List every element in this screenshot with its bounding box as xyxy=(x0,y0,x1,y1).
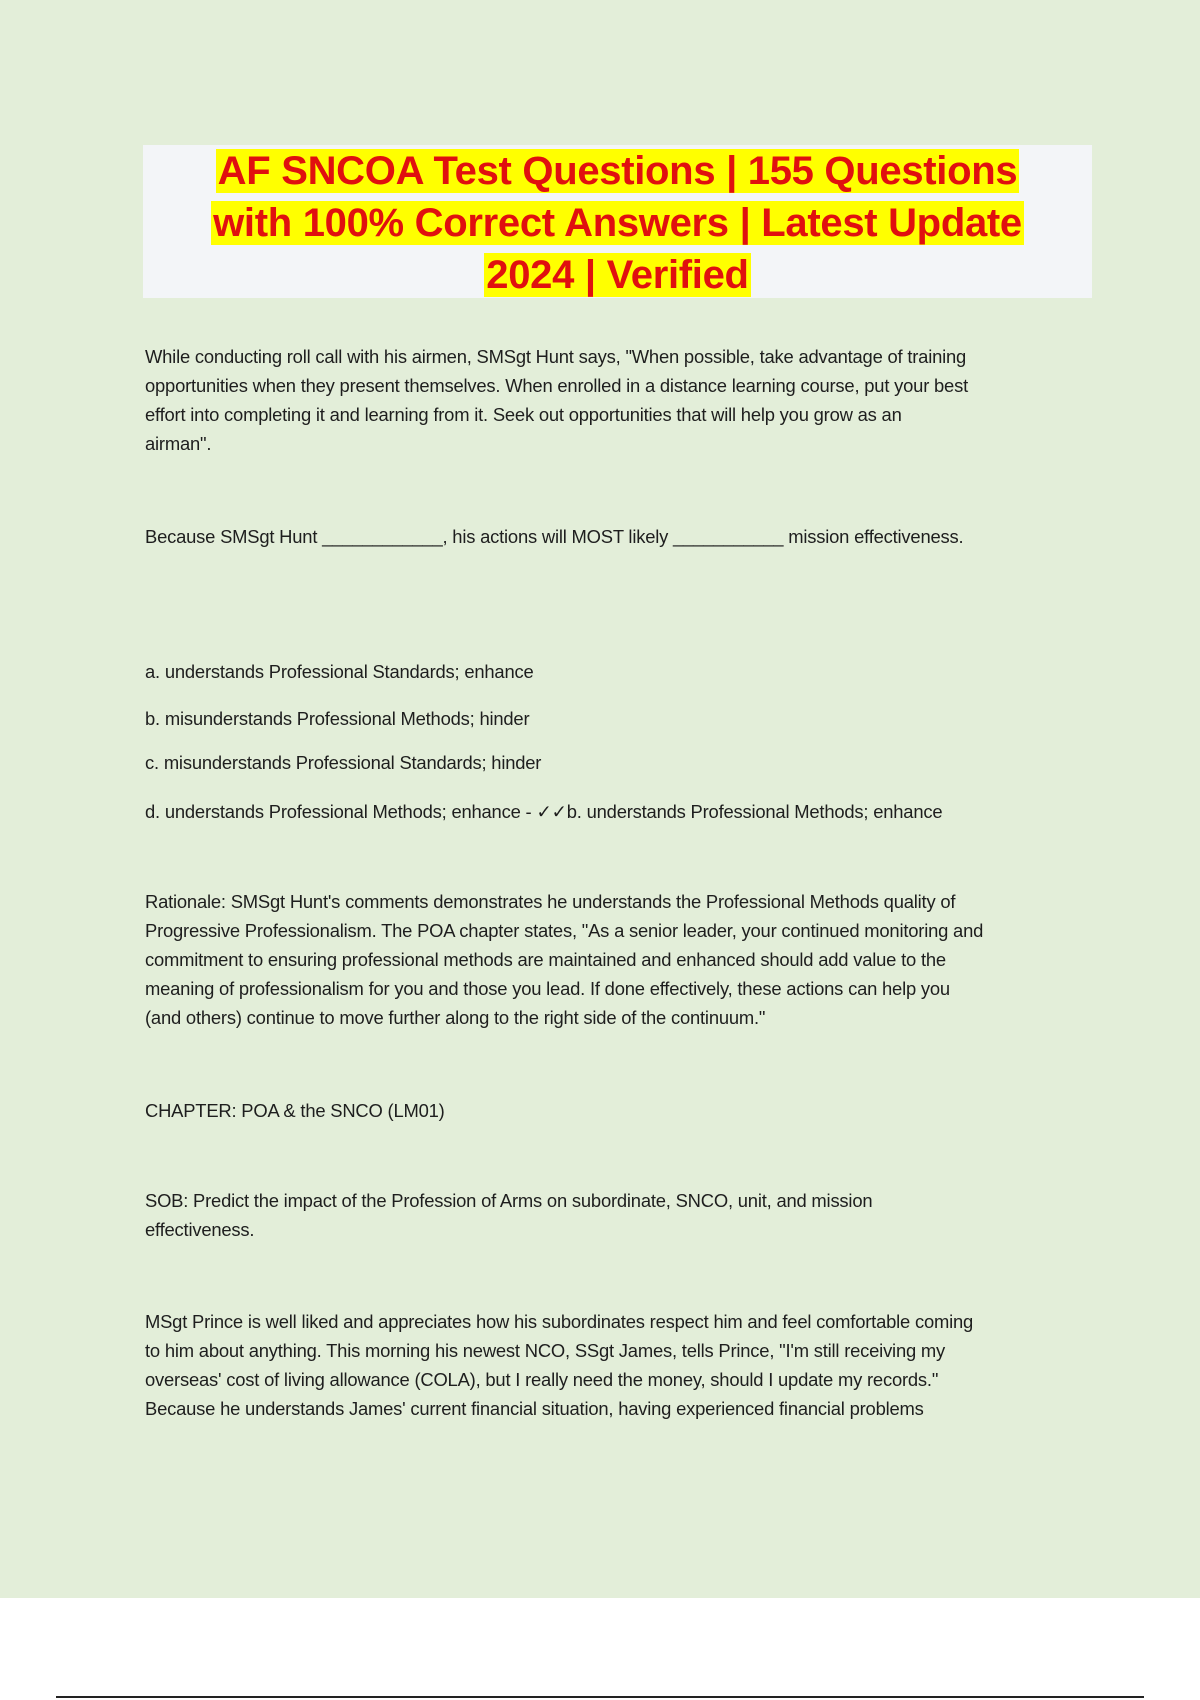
title-line xyxy=(143,249,1092,301)
option-text: c. misunderstands Professional Standards; hinder xyxy=(145,752,542,773)
question-scenario xyxy=(145,1307,973,1423)
text-line: CHAPTER: POA & the SNCO (LM01) xyxy=(145,1100,445,1121)
answer-option-a xyxy=(145,657,534,686)
document-title xyxy=(143,145,1092,298)
option-text: a. understands Professional Standards; enhance xyxy=(145,661,534,682)
answer-option-c xyxy=(145,748,541,777)
text-line: meaning of professionalism for you and those you lead. If done effectively, these actions can help you xyxy=(145,978,950,999)
text-line: While conducting roll call with his airmen, SMSgt Hunt says, "When possible, take advantage of training xyxy=(145,346,967,367)
title-line xyxy=(143,197,1092,249)
text-line: effectiveness. xyxy=(145,1219,255,1240)
chapter-label xyxy=(145,1096,445,1125)
title-line xyxy=(143,145,1092,197)
text-line: MSgt Prince is well liked and appreciates how his subordinates respect him and feel comfortable coming xyxy=(145,1311,974,1332)
option-text: b. misunderstands Professional Methods; hinder xyxy=(145,708,530,729)
text-line: SOB: Predict the impact of the Profession of Arms on subordinate, SNCO, unit, and mission xyxy=(145,1190,873,1211)
text-line: Because he understands James' current financial situation, having experienced financial problems xyxy=(145,1398,924,1419)
title-text: with 100% Correct Answers | Latest Update xyxy=(213,201,1022,245)
text-line: overseas' cost of living allowance (COLA), but I really need the money, should I update my records." xyxy=(145,1369,939,1390)
page-divider xyxy=(56,1696,1144,1698)
title-text: 2024 | Verified xyxy=(486,253,749,297)
rationale xyxy=(145,887,983,1032)
text-line: airman". xyxy=(145,433,212,454)
text-line: opportunities when they present themselves. When enrolled in a distance learning course, put your best xyxy=(145,375,968,396)
answer-option-b xyxy=(145,704,529,733)
text-line: effort into completing it and learning from it. Seek out opportunities that will help you grow as an xyxy=(145,404,902,425)
option-text: d. understands Professional Methods; enhance - ✓✓b. understands Professional Methods; enhance xyxy=(145,801,943,822)
text-line: Because SMSgt Hunt ____________, his actions will MOST likely ___________ mission effectiveness. xyxy=(145,526,964,547)
text-line: (and others) continue to move further along to the right side of the continuum." xyxy=(145,1007,766,1028)
sob-label xyxy=(145,1186,872,1244)
question-scenario xyxy=(145,342,968,458)
text-line: Progressive Professionalism. The POA chapter states, "As a senior leader, your continued monitoring and xyxy=(145,920,984,941)
answer-option-d xyxy=(145,797,942,826)
text-line: to him about anything. This morning his newest NCO, SSgt James, tells Prince, "I'm still receiving my xyxy=(145,1340,946,1361)
text-line: commitment to ensuring professional methods are maintained and enhanced should add value to the xyxy=(145,949,946,970)
question-prompt xyxy=(145,522,963,551)
title-text: AF SNCOA Test Questions | 155 Questions xyxy=(217,149,1018,193)
text-line: Rationale: SMSgt Hunt's comments demonstrates he understands the Professional Methods quality of xyxy=(145,891,956,912)
